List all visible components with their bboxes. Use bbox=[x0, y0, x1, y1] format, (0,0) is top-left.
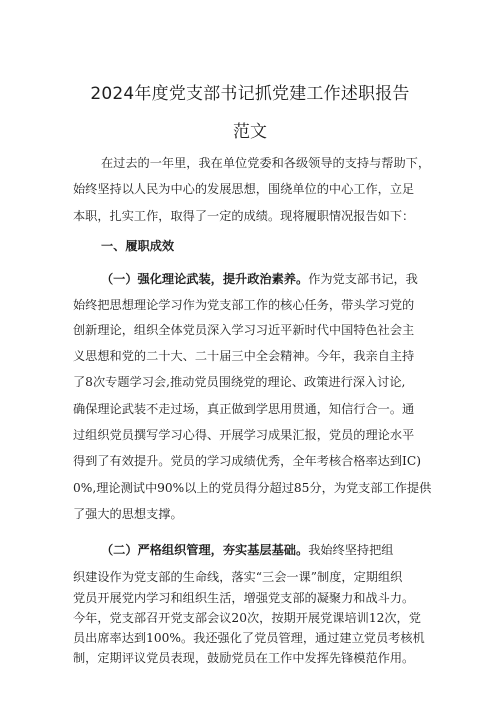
paragraph-line bbox=[101, 271, 418, 287]
document-title: 2024年度党支部书记抓党建工作述职报告 bbox=[90, 84, 410, 104]
subheading: （一）强化理论武装，提升政治素养。 bbox=[101, 272, 309, 286]
paragraph-line: 始终把思想理论学习作为党支部工作的核心任务，带头学习党的 bbox=[73, 298, 415, 312]
paragraph-line: 确保理论武装不走过场，真正做到学思用贯通，知信行合一。通 bbox=[73, 402, 415, 416]
paragraph-line: 得到了有效提升。党员的学习成绩优秀，全年考核合格率达到IC) bbox=[73, 454, 421, 468]
section-heading: 一、履职成效 bbox=[101, 239, 175, 253]
paragraph-line: 过组织党员撰写学习心得、开展学习成果汇报，党员的理论水平 bbox=[73, 428, 415, 442]
paragraph-line: 织建设作为党支部的生命线，落实“三会一课”制度，定期组织 bbox=[73, 570, 403, 584]
paragraph-line: 制，定期评议党员表现，鼓励党员在工作中发挥先锋模范作用。 bbox=[73, 651, 415, 665]
intro-line: 本职，扎实工作，取得了一定的成绩。现将履职情况报告如下： bbox=[73, 209, 415, 223]
paragraph-line: 党员开展党内学习和组织生活，增强党支部的凝聚力和战斗力。 bbox=[73, 591, 415, 605]
paragraph-line: 创新理论，组织全体党员深入学习习近平新时代中国特色社会主 bbox=[73, 323, 415, 337]
subheading: （二）严格组织管理，夯实基层基础。 bbox=[101, 543, 309, 557]
paragraph-line: 今年，党支部召开党支部会议20次，按期开展党课培训12次，党 bbox=[73, 611, 421, 625]
paragraph-line: 义思想和党的二十大、二十届三中全会精神。今年，我亲自主持 bbox=[73, 349, 415, 363]
paragraph-line: 0%,理论测试中90%以上的党员得分超过85分，为党支部工作提供 bbox=[73, 481, 432, 495]
paragraph-text: 作为党支部书记，我 bbox=[308, 272, 418, 286]
paragraph-line: 了8次专题学习会,推动党员围绕党的理论、政策进行深入讨论, bbox=[73, 375, 406, 389]
intro-line: 在过去的一年里，我在单位党委和各级领导的支持与帮助下， bbox=[101, 156, 431, 170]
paragraph-text: 我始终坚持把组 bbox=[308, 543, 394, 557]
document-title-suffix: 范文 bbox=[233, 122, 267, 142]
paragraph-line: 员出席率达到100%。我还强化了党员管理，通过建立党员考核机 bbox=[73, 631, 425, 645]
paragraph-line bbox=[101, 542, 394, 558]
paragraph-line: 了强大的思想支撑。 bbox=[73, 507, 183, 521]
intro-line: 始终坚持以人民为中心的发展思想，围绕单位的中心工作，立足 bbox=[73, 182, 415, 196]
